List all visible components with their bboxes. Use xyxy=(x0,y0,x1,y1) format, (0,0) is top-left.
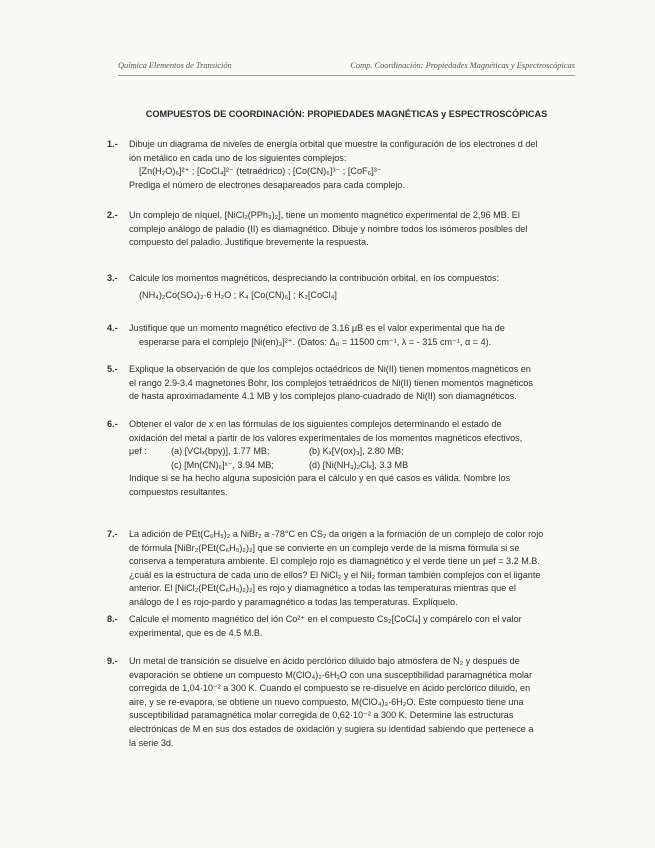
question-line: complejo análogo de paladio (II) es diamagnético. Dibuje y nombre todos los isómeros posibles del xyxy=(129,223,528,234)
question-line: de fórmula [NiBr₂(PEt(C₆H₅)₂)₂] que se convierte en un complejo verde de la misma fórmula si se xyxy=(129,542,520,553)
question-line: aire, y se re-evapora, se obtiene un nuevo compuesto, M(ClO₄)₃·6H₂O. Este compuesto tiene una xyxy=(129,696,524,707)
question-line: de hasta aproximadamente 4.1 MB y los complejos plano-cuadrado de Ni(II) son diamagnéticos. xyxy=(129,391,517,402)
question-line: Prediga el número de electrones desapareados para cada complejo. xyxy=(129,179,406,190)
compound-list: (NH₄)₂Co(SO₄)₂·6 H₂O ; K₄ [Co(CN)₆] ; K₂[CoCl₄] xyxy=(139,289,337,300)
question-line: susceptibilidad paramagnética molar corregida de 0,62·10⁻² a 300 K. Determine las estructuras xyxy=(129,710,514,721)
question-line: evaporación se obtiene un compuesto M(ClO₄)₂·6H₂O con una susceptibilidad paramagnética molar xyxy=(129,669,533,680)
question-line: Explique la observación de que los complejos octaédricos de Ni(II) tienen momentos magnéticos en xyxy=(129,364,531,374)
items-row xyxy=(129,445,577,459)
question-line: Un complejo de níquel, [NiCl₂(PPh₃)₂], tiene un momento magnético experimental de 2,96 MB. El xyxy=(129,210,520,220)
question-line: experimental, que es de 4.5 M.B. xyxy=(129,627,263,638)
running-header-left: Química Elementos de Transición xyxy=(118,61,232,70)
question-line: Calcule el momento magnético del ión Co²⁺ en el compuesto Cs₂[CoCl₄] y compárelo con el valor xyxy=(129,614,522,624)
question-line: el rango 2.9-3.4 magnetones Bohr, los complejos tetraédricos de Ni(II) tienen momentos magnéticos xyxy=(129,377,533,388)
question-line: corregida de 1,04·10⁻² a 300 K. Cuando el compuesto se re-disuelve en ácido perclórico diluido, en xyxy=(129,683,531,694)
mu-label: μef : xyxy=(129,446,147,457)
question-line: ¿cuál es la estructura de cada uno de ellos? El NiCl₂ y el NiI₂ forman también complejos con el ligante xyxy=(129,569,541,580)
question-line: compuesto del paladio. Justifique brevemente la respuesta. xyxy=(129,237,369,248)
question-line: Un metal de transición se disuelve en ácido perclórico diluido bajo atmósfera de N₂ y después de xyxy=(129,656,520,666)
question-number: 1.- xyxy=(107,139,118,149)
question-line: oxidación del metal a partir de los valores experimentales de los momentos magnéticos efectivos, xyxy=(129,432,523,443)
question-number: 7.- xyxy=(107,529,118,539)
question-line: La adición de PEt(C₆H₅)₂ a NiBr₂ a -78°C en CS₂ da origen a la formación de un complejo de color rojo xyxy=(129,529,544,539)
question-1 xyxy=(107,138,577,192)
question-line: Obtener el valor de x en las fórmulas de los siguientes complejos determinando el estado de xyxy=(129,419,502,429)
complex-list: [Zn(H₂O)₆]²⁺ ; [CoCl₄]²⁻ (tetraédrico) ; [Co(CN)₆]³⁻ ; [CoF₆]³⁻ xyxy=(139,166,382,177)
question-7 xyxy=(107,528,577,610)
question-number: 4.- xyxy=(107,323,118,333)
question-line: Calcule los momentos magnéticos, despreciando la contribución orbital, en los compuestos: xyxy=(129,273,500,283)
question-line: análogo de I es rojo-pardo y paramagnético a todas las temperaturas. Explíquelo. xyxy=(129,596,458,607)
question-8 xyxy=(107,613,577,640)
question-line: ión metálico en cada uno de los siguientes complejos: xyxy=(129,152,347,163)
question-line: Justifique que un momento magnético efectivo de 3.16 μB es el valor experimental que ha de xyxy=(129,323,505,333)
question-9 xyxy=(107,655,577,750)
question-number: 2.- xyxy=(107,210,118,220)
question-5 xyxy=(107,363,577,404)
question-number: 8.- xyxy=(107,614,118,624)
question-number: 9.- xyxy=(107,656,118,666)
header-rule xyxy=(118,75,575,76)
question-number: 3.- xyxy=(107,273,118,283)
question-3 xyxy=(107,272,577,302)
question-line: esperarse para el complejo [Ni(en)₃]²⁺. (Datos: Δ₀ = 11500 cm⁻¹, λ = - 315 cm⁻¹, α = 4). xyxy=(139,336,492,347)
question-line: Dibuje un diagrama de niveles de energía orbital que muestre la configuración de los electrones d del xyxy=(129,139,538,149)
items-row xyxy=(129,459,577,473)
running-header-right: Comp. Coordinación: Propiedades Magnéticas y Espectroscópicas xyxy=(350,61,575,70)
question-line: Indique si se ha hecho alguna suposición para el cálculo y en qué casos es válida. Nombre los xyxy=(129,473,511,484)
item-b: (b) Kₓ[V(ox)₃], 2.80 MB; xyxy=(309,446,404,457)
question-number: 5.- xyxy=(107,364,118,374)
question-number: 6.- xyxy=(107,419,118,429)
question-line: conserva a temperatura ambiente. El complejo rojo es diamagnético y el verde tiene un μef = 3.2 M.B. xyxy=(129,556,540,567)
question-line: compuestos resultantes. xyxy=(129,486,228,497)
document-title: COMPUESTOS DE COORDINACIÓN: PROPIEDADES MAGNÉTICAS y ESPECTROSCÓPICAS xyxy=(145,109,548,119)
item-c: (c) [Mn(CN)₆]ˣ⁻, 3.94 MB; xyxy=(171,459,274,470)
question-6 xyxy=(107,418,577,500)
question-line: la serie 3d. xyxy=(129,737,174,748)
question-2 xyxy=(107,209,577,250)
item-a: (a) [VClₓ(bpy)], 1.77 MB; xyxy=(171,446,270,457)
item-d: (d) [Ni(NH₃)₂Clₓ], 3.3 MB xyxy=(309,459,409,470)
question-line: electrónicas de M en sus dos estados de oxidación y sugiera su identidad sabiendo que pertenece a xyxy=(129,723,534,734)
question-line: anterior. El [NiCl₂(PEt(C₆H₅)₂)₂] es rojo y diamagnético a todas las temperaturas mientras que el xyxy=(129,583,516,594)
question-4 xyxy=(107,322,577,349)
